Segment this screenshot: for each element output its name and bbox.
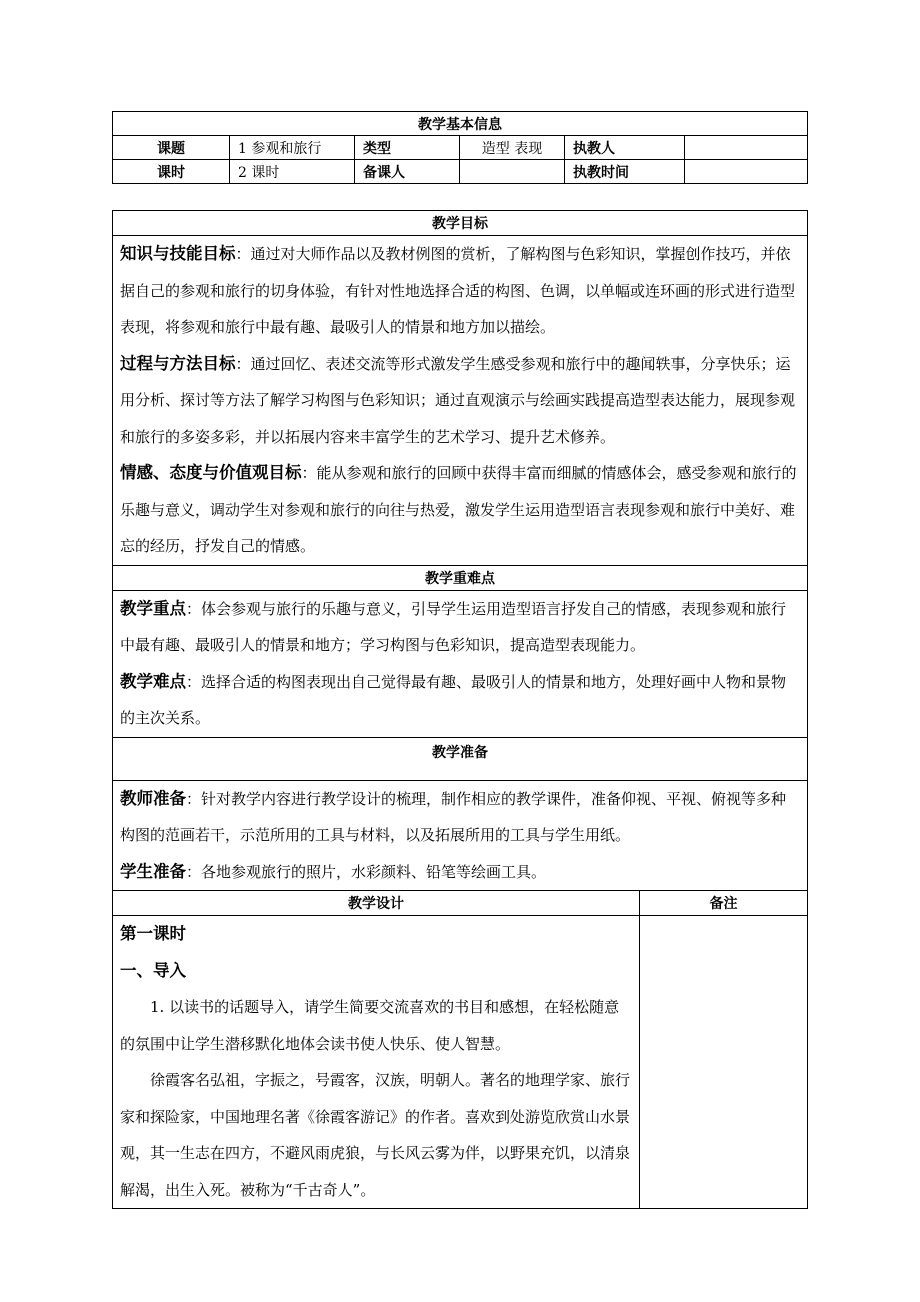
emotion-objective: 情感、态度与价值观目标：能从参观和旅行的回顾中获得丰富而细腻的情感体会，感受参观和旅行的乐趣与意义，调动学生对参观和旅行的向往与热爱，激发学生运用造型语言表现参观和旅行中美好、难忘的经历，抒发自己的情感。 [120,463,797,555]
key-points-title: 教学重难点 [113,565,808,590]
value-teach-time [685,160,808,184]
notes-content [640,916,808,1209]
knowledge-label: 知识与技能目标 [120,244,236,263]
lesson-heading: 第一课时 [120,924,186,943]
objectives-title: 教学目标 [113,211,808,236]
student-prep-label: 学生准备 [120,861,186,881]
label-periods: 课时 [113,160,230,184]
key-points-content [113,590,808,737]
basic-info-table [112,111,808,184]
difficulty-point: 教学难点：选择合适的构图表现出自己觉得最有趣、最吸引人的情景和地方，处理好画中人物和景物的主次关系。 [120,671,787,727]
label-teach-time: 执教时间 [565,160,685,184]
section-heading: 一、导入 [120,960,186,980]
student-prep: 学生准备：各地参观旅行的照片，水彩颜料、铅笔等绘画工具。 [120,861,547,881]
basic-info-title: 教学基本信息 [113,112,808,136]
knowledge-objective: 知识与技能目标：通过对大师作品以及教材例图的赏析，了解构图与色彩知识，掌握创作技巧，并依据自己的参观和旅行的切身体验，有针对性地选择合适的构图、色调，以单幅或连环画的形式进行造型表现，将参观和旅行中最有趣、最吸引人的情景和地方加以描绘。 [120,244,796,336]
lesson-plan-table [112,210,808,1209]
value-periods: 2 课时 [230,160,355,184]
design-paragraph-1: 1. 以读书的话题导入，请学生简要交流喜欢的书目和感想，在轻松随意的氛围中让学生潜移默化地体会读书使人快乐、使人智慧。 [120,998,620,1053]
design-content [113,916,640,1209]
value-teacher [685,136,808,160]
table-row [113,160,808,184]
teacher-prep: 教师准备：针对教学内容进行教学设计的梳理，制作相应的教学课件，准备仰视、平视、俯视等多种构图的范画若干，示范所用的工具与材料，以及拓展所用的工具与学生用纸。 [120,788,787,844]
design-header: 教学设计 [113,891,640,916]
focus-point: 教学重点：体会参观与旅行的乐趣与意义，引导学生运用造型语言抒发自己的情感，表现参观和旅行中最有趣、最吸引人的情景和地方；学习构图与色彩知识，提高造型表现能力。 [120,598,787,654]
preparation-title: 教学准备 [113,737,808,780]
process-label: 过程与方法目标 [120,353,236,373]
focus-label: 教学重点 [120,598,186,618]
value-preparer [460,160,565,184]
label-teacher: 执教人 [565,136,685,160]
emotion-label: 情感、态度与价值观目标 [120,463,302,482]
design-paragraph-2: 徐霞客名弘祖，字振之，号霞客，汉族，明朝人。著名的地理学家、旅行家和探险家，中国地理名著《徐霞客游记》的作者。喜欢到处游览欣赏山水景观，其一生志在四方，不避风雨虎狼，与长风云雾为伴，以野果充饥，以清泉解渴，出生入死。被称为“千古奇人”。 [120,1071,631,1199]
value-topic: 1 参观和旅行 [230,136,355,160]
preparation-content [113,780,808,891]
teacher-prep-label: 教师准备 [120,788,186,808]
label-type: 类型 [355,136,460,160]
objectives-content [113,236,808,566]
difficulty-label: 教学难点 [120,671,186,691]
value-type: 造型 表现 [460,136,565,160]
label-topic: 课题 [113,136,230,160]
notes-header: 备注 [640,891,808,916]
label-preparer: 备课人 [355,160,460,184]
process-objective: 过程与方法目标：通过回忆、表述交流等形式激发学生感受参观和旅行中的趣闻轶事，分享快乐；运用分析、探讨等方法了解学习构图与色彩知识；通过直观演示与绘画实践提高造型表达能力，展现参观和旅行的多姿多彩，并以拓展内容来丰富学生的艺术学习、提升艺术修养。 [120,353,796,446]
table-row [113,136,808,160]
